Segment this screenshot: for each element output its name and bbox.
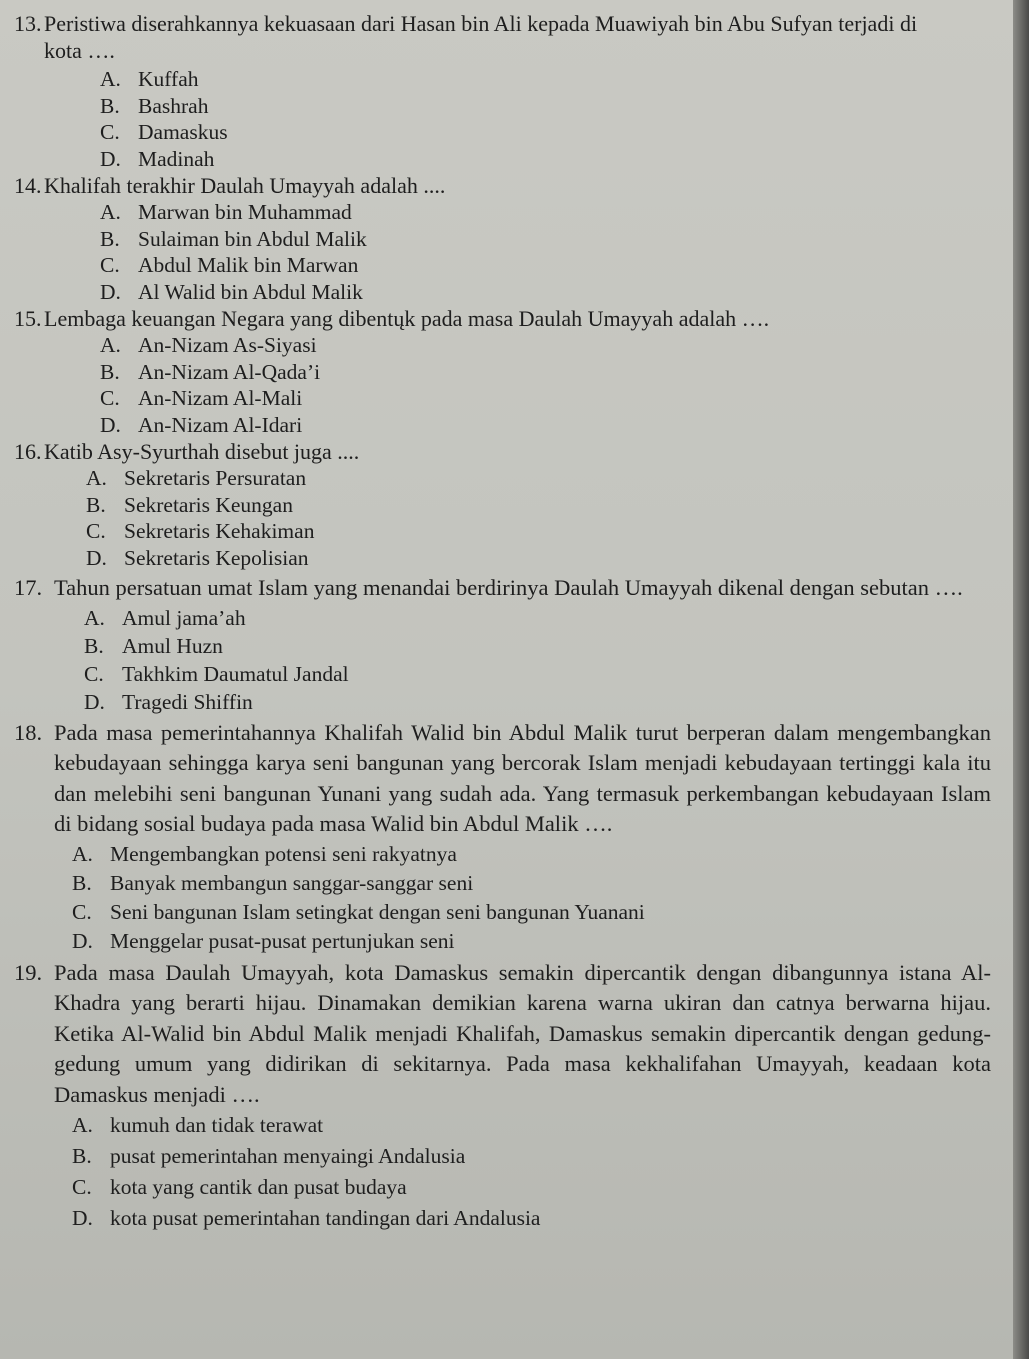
option-c: C. Abdul Malik bin Marwan xyxy=(100,253,359,277)
question-number: 15. xyxy=(14,306,42,331)
option-d: D. Menggelar pusat-pusat pertunjukan seni xyxy=(72,928,455,953)
option-d: D. Madinah xyxy=(100,146,215,171)
question-17 xyxy=(14,573,1011,716)
question-13 xyxy=(14,10,1011,172)
option-d: D. kota pusat pemerintahan tandingan dari Andalusia xyxy=(72,1206,541,1230)
question-text: Katib Asy-Syurthah disebut juga .... xyxy=(44,439,360,464)
question-number: 13. xyxy=(14,11,42,36)
option-d: D. Sekretaris Kepolisian xyxy=(86,545,309,570)
question-number: 16. xyxy=(14,439,42,464)
option-c: C. Damaskus xyxy=(100,120,228,144)
question-text: Peristiwa diserahkannya kekuasaan dari Hasan bin Ali kepada Muawiyah bin Abu Sufyan terjadi di kota …. xyxy=(44,11,918,63)
option-c: C. kota yang cantik dan pusat budaya xyxy=(72,1175,407,1199)
option-b: B. pusat pemerintahan menyaingi Andalusia xyxy=(72,1144,466,1168)
question-number: 18. xyxy=(14,719,43,745)
question-14 xyxy=(14,172,1011,305)
question-text: Pada masa Daulah Umayyah, kota Damaskus semakin dipercantik dengan dibangunnya istana Al-Khadra yang berarti hijau. Dinamakan demikian karena warna ukiran dan catnya berwarna hijau. Ketika Al-Walid bin Abdul Malik menjadi Khalifah, Damaskus semakin dipercantik dengan gedung-gedung umum yang didirikan di sekitarnya. Pada masa kekhalifahan Umayyah, keadaan kota Damaskus menjadi …. xyxy=(54,959,991,1107)
option-b: B. Bashrah xyxy=(100,93,209,118)
option-b: B. Sekretaris Keungan xyxy=(86,492,293,517)
option-d: D. Tragedi Shiffin xyxy=(84,689,253,714)
option-b: B. Banyak membangun sanggar-sanggar seni xyxy=(72,870,474,895)
option-a: A. Kuffah xyxy=(100,67,199,91)
option-c: C. An-Nizam Al-Mali xyxy=(100,386,303,410)
question-number: 14. xyxy=(14,173,42,198)
question-number: 17. xyxy=(14,575,43,600)
option-d: D. Al Walid bin Abdul Malik xyxy=(100,279,363,304)
option-c: C. Sekretaris Kehakiman xyxy=(86,519,315,543)
paper-edge-shadow xyxy=(1013,0,1029,1359)
question-number: 19. xyxy=(14,959,43,985)
option-a: A. kumuh dan tidak terawat xyxy=(72,1113,324,1137)
question-18 xyxy=(14,718,1011,956)
question-text: Pada masa pemerintahannya Khalifah Walid bin Abdul Malik turut berperan dalam mengembangkan kebudayaan sehingga karya seni bangunan yang bercorak Islam menjadi kebudayaan tertinggi kala itu dan melebihi seni bangunan Yunani yang sudah ada. Yang termasuk perkembangan kebudayaan Islam di bidang sosial budaya pada masa Walid bin Abdul Malik …. xyxy=(54,719,991,836)
option-a: A. Amul jama’ah xyxy=(84,605,246,630)
question-16 xyxy=(14,438,1011,571)
question-19 xyxy=(14,958,1011,1235)
option-d: D. An-Nizam Al-Idari xyxy=(100,412,303,437)
option-a: A. An-Nizam As-Siyasi xyxy=(100,333,317,357)
option-b: B. An-Nizam Al-Qada’i xyxy=(100,359,321,384)
question-text: Khalifah terakhir Daulah Umayyah adalah .... xyxy=(44,173,446,198)
option-a: A. Sekretaris Persuratan xyxy=(86,466,307,490)
option-c: C. Seni bangunan Islam setingkat dengan seni bangunan Yuanani xyxy=(72,899,645,924)
option-b: B. Amul Huzn xyxy=(84,633,223,658)
option-a: A. Mengembangkan potensi seni rakyatnya xyxy=(72,841,457,866)
option-b: B. Sulaiman bin Abdul Malik xyxy=(100,226,367,251)
question-text: Tahun persatuan umat Islam yang menandai berdirinya Daulah Umayyah dikenal dengan sebutan …. xyxy=(54,575,963,600)
option-a: A. Marwan bin Muhammad xyxy=(100,200,352,224)
question-text: Lembaga keuangan Negara yang dibentųk pada masa Daulah Umayyah adalah …. xyxy=(44,306,770,331)
option-c: C. Takhkim Daumatul Jandal xyxy=(84,661,349,686)
question-15 xyxy=(14,305,1011,438)
